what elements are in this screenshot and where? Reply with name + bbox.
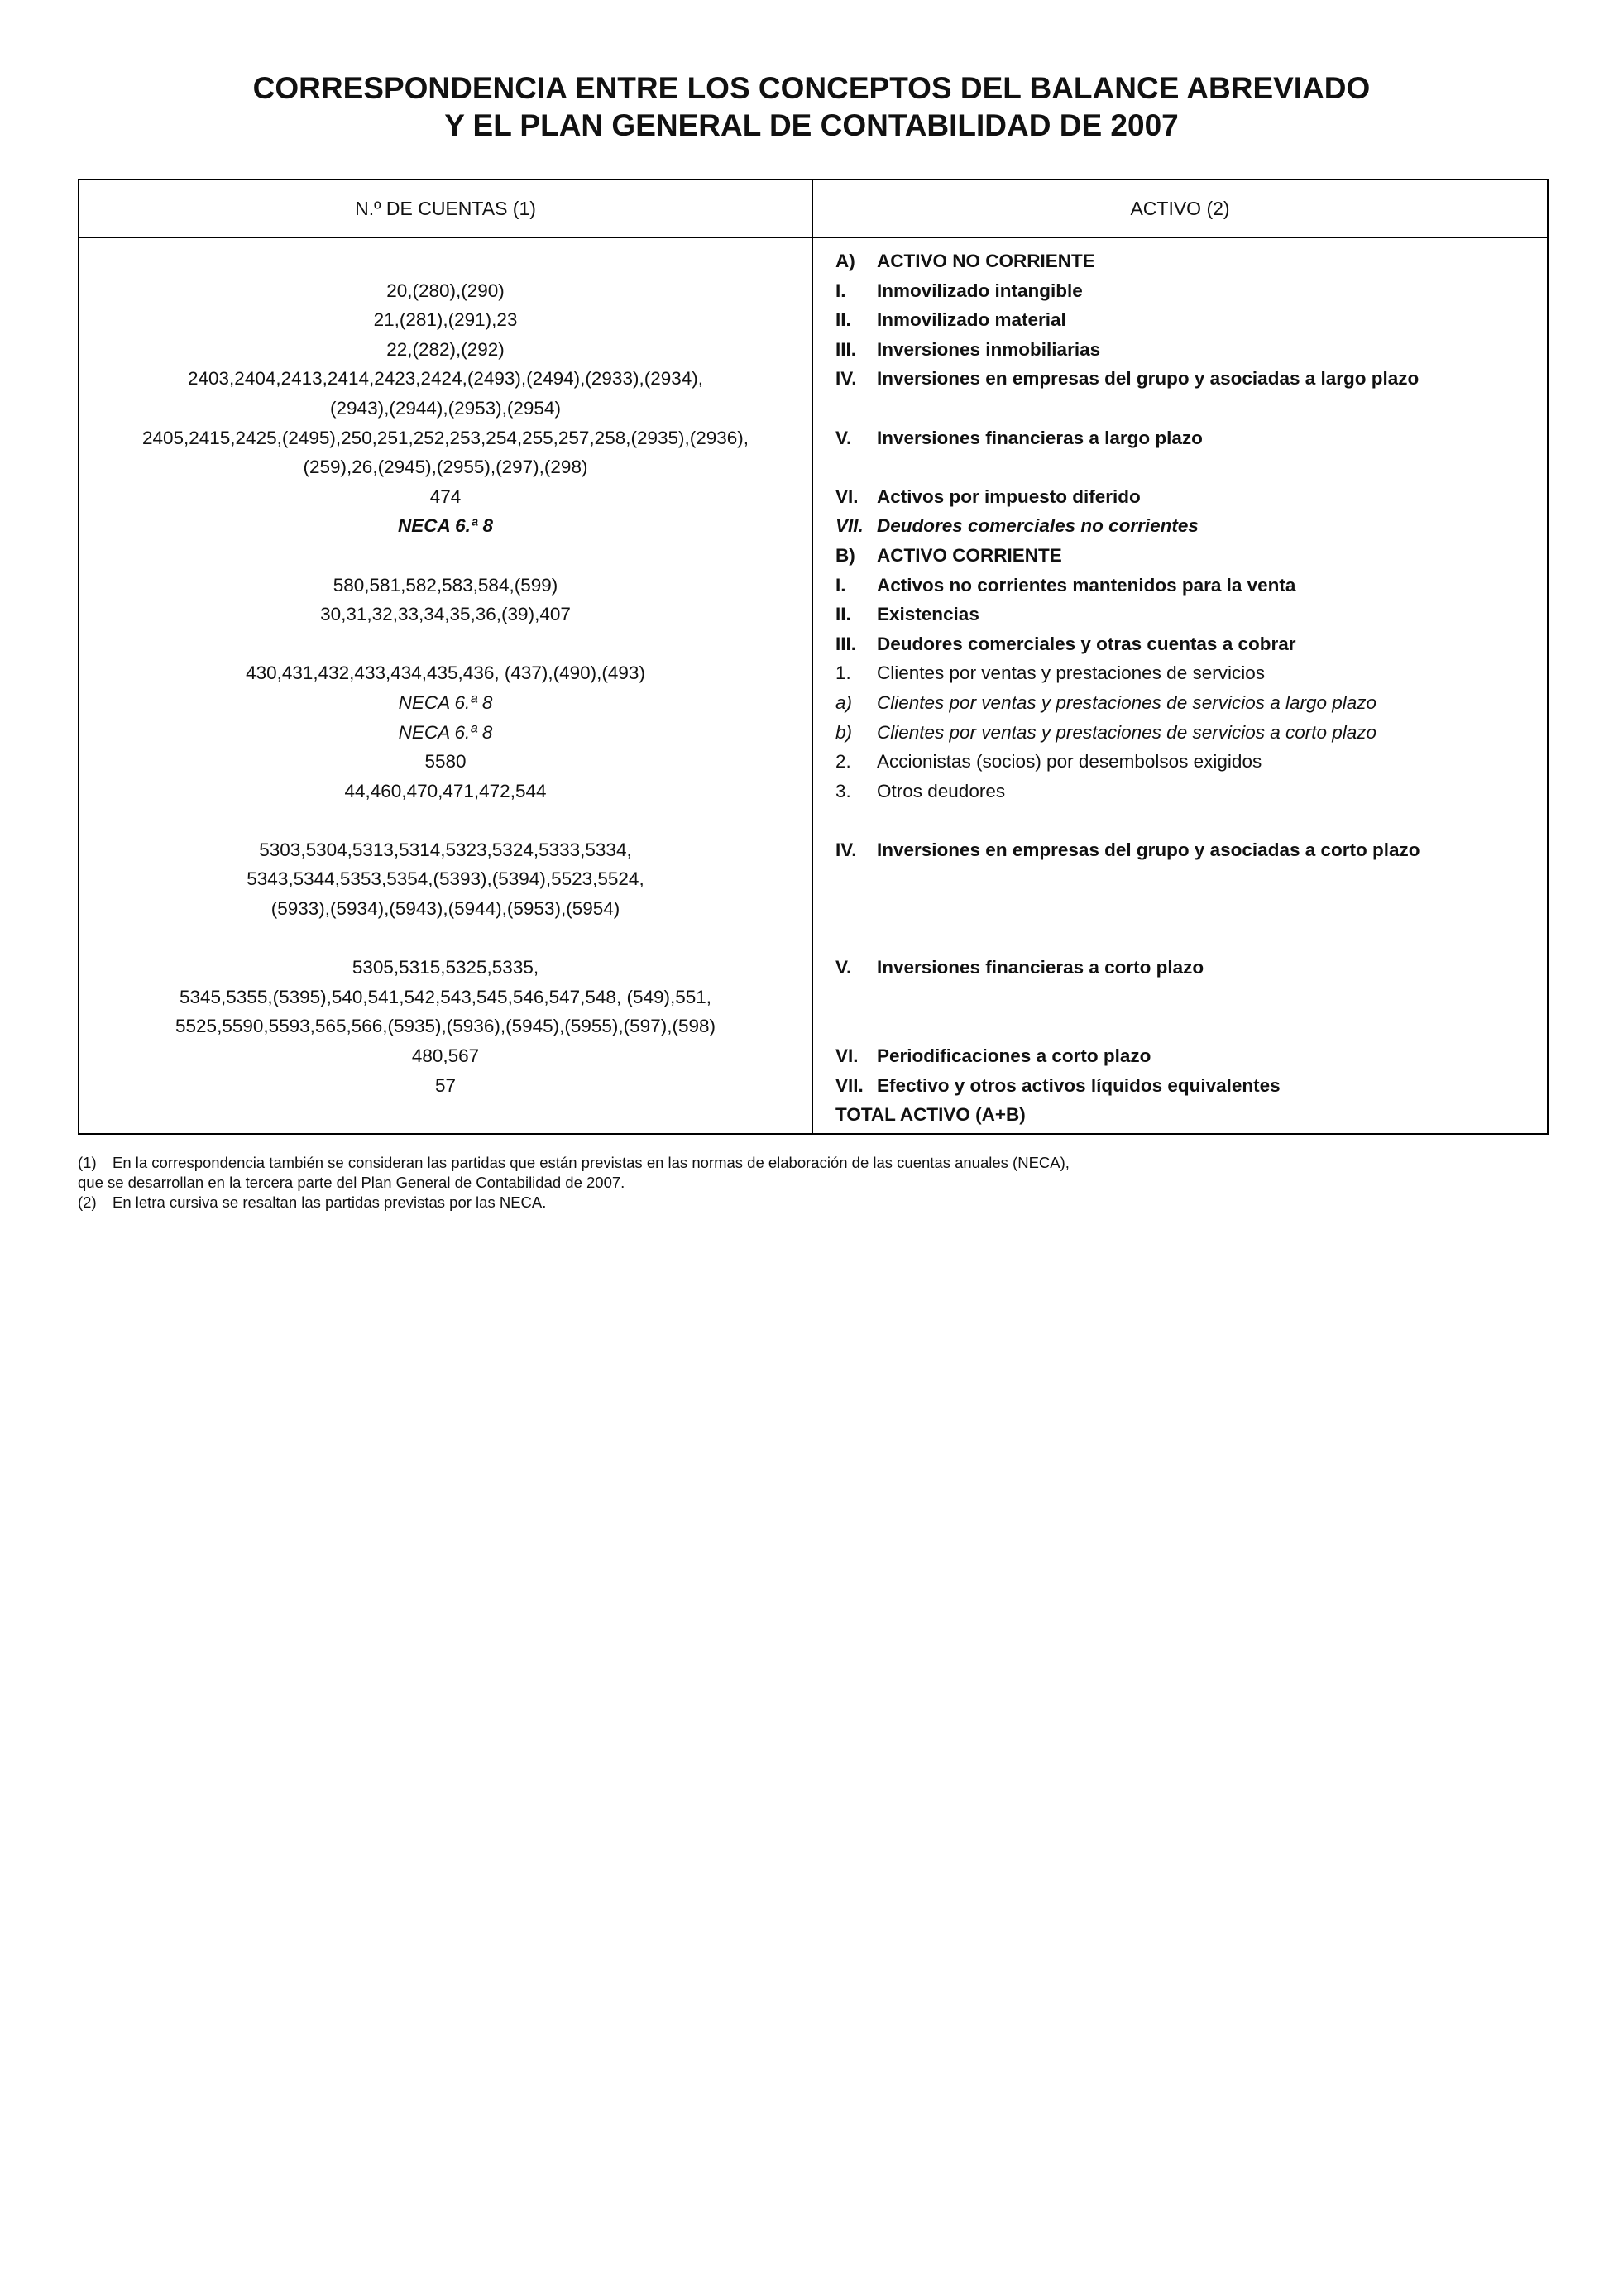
activo-row (835, 1041, 1547, 1071)
footnote-marker: (1) (78, 1154, 97, 1171)
activo-item-label: Deudores comerciales y otras cuentas a cobrar (877, 633, 1296, 654)
activo-row (835, 835, 1547, 865)
activo-item-number: II. (835, 604, 851, 625)
activo-item-label: ACTIVO NO CORRIENTE (877, 251, 1095, 271)
activo-item-number: V. (835, 427, 852, 448)
activo-item-label: Inmovilizado intangible (877, 280, 1083, 301)
account-row: NECA 6.ª 8 (397, 515, 494, 537)
activo-item-number (835, 864, 877, 894)
activo-item-label: TOTAL ACTIVO (A+B) (835, 1104, 1026, 1126)
activo-column (835, 246, 1547, 1130)
document-title (0, 69, 1623, 144)
activo-item-number: b) (835, 721, 853, 743)
activo-item-label: Periodificaciones a corto plazo (877, 1045, 1151, 1067)
activo-item-number: III. (835, 633, 857, 654)
activo-item-number: a) (835, 691, 853, 713)
account-row (79, 806, 812, 835)
activo-item-number: 1. (835, 662, 851, 684)
activo-row (835, 335, 1547, 365)
title-line-2: Y EL PLAN GENERAL DE CONTABILIDAD DE 2007 (444, 108, 1179, 142)
account-row (79, 1100, 812, 1130)
activo-row (835, 864, 1547, 894)
activo-item-label: Inversiones financieras a corto plazo (877, 957, 1204, 978)
account-row (79, 246, 812, 276)
account-row: 480,567 (411, 1045, 480, 1067)
activo-item-label: Existencias (877, 604, 979, 625)
account-row: 5345,5355,(5395),540,541,542,543,545,546,547,548, (549),551, (179, 986, 712, 1007)
account-row: 20,(280),(290) (386, 280, 505, 301)
activo-row (835, 511, 1547, 541)
activo-item-number (835, 924, 877, 954)
activo-item-number: III. (835, 338, 857, 360)
footnote (78, 1153, 1070, 1173)
activo-item-label: Efectivo y otros activos líquidos equivalentes (877, 1074, 1281, 1096)
account-row: (259),26,(2945),(2955),(297),(298) (303, 457, 588, 478)
account-row: 5580 (424, 751, 467, 773)
activo-row (835, 1071, 1547, 1101)
activo-row (835, 924, 1547, 954)
activo-item-number: I. (835, 280, 846, 301)
activo-row (835, 600, 1547, 629)
activo-row (835, 688, 1547, 718)
account-row: (2943),(2944),(2953),(2954) (330, 397, 561, 419)
activo-item-label: Deudores comerciales no corrientes (877, 515, 1199, 537)
activo-item-label: Clientes por ventas y prestaciones de servicios a corto plazo (877, 721, 1377, 743)
header-activo: ACTIVO (2) (1130, 198, 1230, 219)
account-row: 2403,2404,2413,2414,2423,2424,(2493),(2494),(2933),(2934), (188, 368, 703, 390)
activo-row (835, 777, 1547, 806)
activo-row (835, 747, 1547, 777)
account-row (79, 629, 812, 659)
activo-item-number: VI. (835, 1045, 859, 1067)
account-row: 21,(281),(291),23 (373, 309, 518, 331)
activo-row (835, 718, 1547, 748)
activo-row (835, 541, 1547, 571)
activo-row (835, 571, 1547, 600)
activo-item-number (835, 1012, 877, 1041)
activo-row (835, 1012, 1547, 1041)
activo-item-number: VI. (835, 486, 859, 507)
activo-item-number (835, 452, 877, 482)
footnote (78, 1173, 1070, 1193)
activo-item-label: Clientes por ventas y prestaciones de servicios (877, 662, 1265, 684)
activo-item-label: Inversiones financieras a largo plazo (877, 427, 1203, 448)
activo-item-label: Accionistas (socios) por desembolsos exigidos (877, 751, 1262, 773)
activo-item-number: VII. (835, 515, 864, 537)
account-row (79, 541, 812, 571)
account-row: 580,581,582,583,584,(599) (333, 574, 558, 596)
activo-row (835, 452, 1547, 482)
activo-item-number (835, 394, 877, 423)
account-row: 2405,2415,2425,(2495),250,251,252,253,254,255,257,258,(2935),(2936), (141, 427, 749, 448)
account-row: (5933),(5934),(5943),(5944),(5953),(5954) (270, 898, 620, 920)
activo-row (835, 658, 1547, 688)
activo-item-number: 3. (835, 780, 851, 801)
activo-item-label: Activos por impuesto diferido (877, 486, 1141, 507)
activo-item-label: Inversiones inmobiliarias (877, 338, 1101, 360)
accounts-column (79, 246, 812, 1130)
activo-item-number: I. (835, 574, 846, 596)
account-row: 430,431,432,433,434,435,436, (437),(490),(493) (246, 662, 645, 684)
activo-item-label: Inversiones en empresas del grupo y asociadas a largo plazo (877, 368, 1420, 390)
footnote (78, 1193, 1070, 1213)
footnote-marker: (2) (78, 1193, 97, 1211)
activo-item-number (835, 806, 877, 835)
footnote-text: En la correspondencia también se consideran las partidas que están previstas en las normas de elaboración de las cuentas anuales (NECA), (113, 1154, 1070, 1171)
activo-item-label: Otros deudores (877, 780, 1006, 801)
account-row (79, 924, 812, 954)
activo-row (835, 953, 1547, 983)
footnotes (78, 1153, 1070, 1213)
activo-row (835, 894, 1547, 924)
activo-item-number: V. (835, 957, 852, 978)
column-divider (812, 179, 813, 1135)
activo-row (835, 305, 1547, 335)
activo-row (835, 364, 1547, 394)
activo-item-label: Activos no corrientes mantenidos para la venta (877, 574, 1296, 596)
header-accounts: N.º DE CUENTAS (1) (355, 198, 536, 219)
account-row: NECA 6.ª 8 (398, 691, 493, 713)
activo-item-label: Clientes por ventas y prestaciones de servicios a largo plazo (877, 691, 1377, 713)
activo-row (835, 394, 1547, 423)
footnote-text: que se desarrollan en la tercera parte del Plan General de Contabilidad de 2007. (78, 1174, 625, 1191)
account-row: 5303,5304,5313,5314,5323,5324,5333,5334, (259, 839, 632, 860)
activo-item-label: ACTIVO CORRIENTE (877, 544, 1062, 566)
account-row: 5525,5590,5593,565,566,(5935),(5936),(5945),(5955),(597),(598) (175, 1016, 716, 1037)
activo-row (835, 423, 1547, 453)
activo-item-label: Inversiones en empresas del grupo y asociadas a corto plazo (877, 839, 1420, 860)
activo-row (835, 482, 1547, 512)
activo-row (835, 806, 1547, 835)
activo-item-number: A) (835, 251, 855, 271)
account-row: 5343,5344,5353,5354,(5393),(5394),5523,5524, (247, 868, 644, 890)
title-line-1: CORRESPONDENCIA ENTRE LOS CONCEPTOS DEL BALANCE ABREVIADO (252, 71, 1371, 105)
activo-row (835, 246, 1547, 276)
activo-row (835, 276, 1547, 306)
account-row: 474 (429, 486, 462, 507)
account-row: 57 (434, 1074, 457, 1096)
account-row: 30,31,32,33,34,35,36,(39),407 (320, 604, 571, 625)
activo-item-number: IV. (835, 368, 857, 390)
activo-item-number (835, 983, 877, 1012)
activo-item-number: II. (835, 309, 851, 331)
activo-item-number (835, 894, 877, 924)
activo-row (835, 983, 1547, 1012)
activo-item-number: B) (835, 544, 855, 566)
activo-item-number: IV. (835, 839, 857, 860)
activo-row (835, 1100, 1547, 1130)
activo-row (835, 629, 1547, 659)
activo-item-label: Inmovilizado material (877, 309, 1066, 331)
activo-item-number: VII. (835, 1074, 864, 1096)
account-row: NECA 6.ª 8 (398, 721, 493, 743)
account-row: 44,460,470,471,472,544 (344, 780, 547, 801)
account-row: 5305,5315,5325,5335, (352, 957, 539, 978)
footnote-text: En letra cursiva se resaltan las partidas previstas por las NECA. (113, 1193, 547, 1211)
account-row: 22,(282),(292) (386, 338, 505, 360)
activo-item-number: 2. (835, 751, 851, 773)
